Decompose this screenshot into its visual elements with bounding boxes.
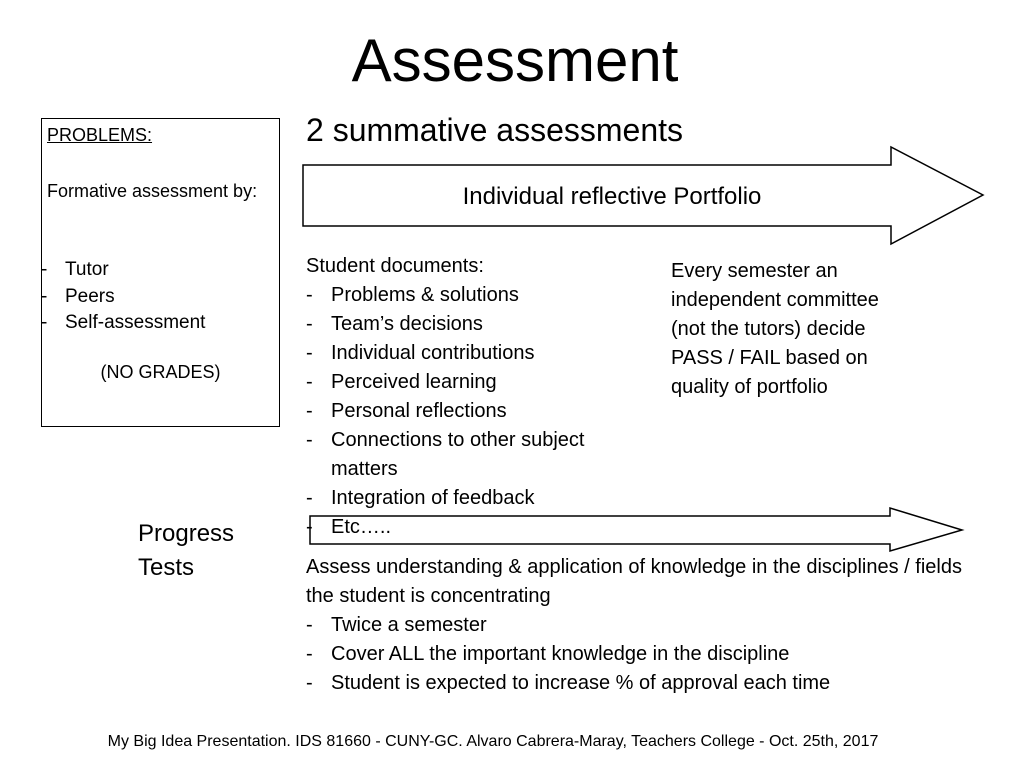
formative-item-peers: - Peers bbox=[41, 284, 205, 311]
formative-item-tutor: - Tutor bbox=[41, 257, 205, 284]
progress-label-line1: Progress bbox=[138, 520, 235, 547]
summative-heading: 2 summative assessments bbox=[306, 112, 684, 148]
formative-intro: Formative assessment by: bbox=[47, 181, 258, 201]
portfolio-label: Individual reflective Portfolio bbox=[462, 183, 762, 210]
no-grades-note: (NO GRADES) bbox=[100, 362, 221, 382]
student-doc-item: - Integration of feedback bbox=[306, 484, 606, 513]
student-documents bbox=[306, 252, 606, 542]
student-doc-item: - Etc….. bbox=[306, 513, 606, 542]
progress-description bbox=[306, 553, 986, 698]
student-doc-item: - Problems & solutions bbox=[306, 281, 606, 310]
semester-note: Every semester an independent committee (not the tutors) decide PASS / FAIL based on quality of portfolio bbox=[671, 260, 879, 398]
progress-label-line2: Tests bbox=[138, 554, 195, 581]
student-doc-item: - Connections to other subject matters bbox=[306, 426, 606, 484]
student-docs-list bbox=[306, 281, 606, 542]
progress-intro: Assess understanding & application of knowledge in the disciplines / fields the student is concentrating bbox=[306, 556, 962, 607]
student-doc-item: - Team’s decisions bbox=[306, 310, 606, 339]
student-doc-item: - Perceived learning bbox=[306, 368, 606, 397]
slide-title: Assessment bbox=[351, 27, 679, 94]
student-doc-item: - Individual contributions bbox=[306, 339, 606, 368]
progress-item: - Twice a semester bbox=[306, 611, 986, 640]
student-doc-item: - Personal reflections bbox=[306, 397, 606, 426]
footer-citation: My Big Idea Presentation. IDS 81660 - CUNY-GC. Alvaro Cabrera-Maray, Teachers College - Oct. 25th, 2017 bbox=[107, 733, 879, 750]
progress-list bbox=[306, 611, 986, 698]
progress-tests-label bbox=[138, 517, 234, 585]
progress-item: - Student is expected to increase % of approval each time bbox=[306, 669, 986, 698]
student-docs-heading: Student documents: bbox=[306, 255, 484, 277]
problems-label: PROBLEMS: bbox=[47, 125, 153, 145]
formative-item-self: - Self-assessment bbox=[41, 310, 205, 337]
progress-item: - Cover ALL the important knowledge in the discipline bbox=[306, 640, 986, 669]
